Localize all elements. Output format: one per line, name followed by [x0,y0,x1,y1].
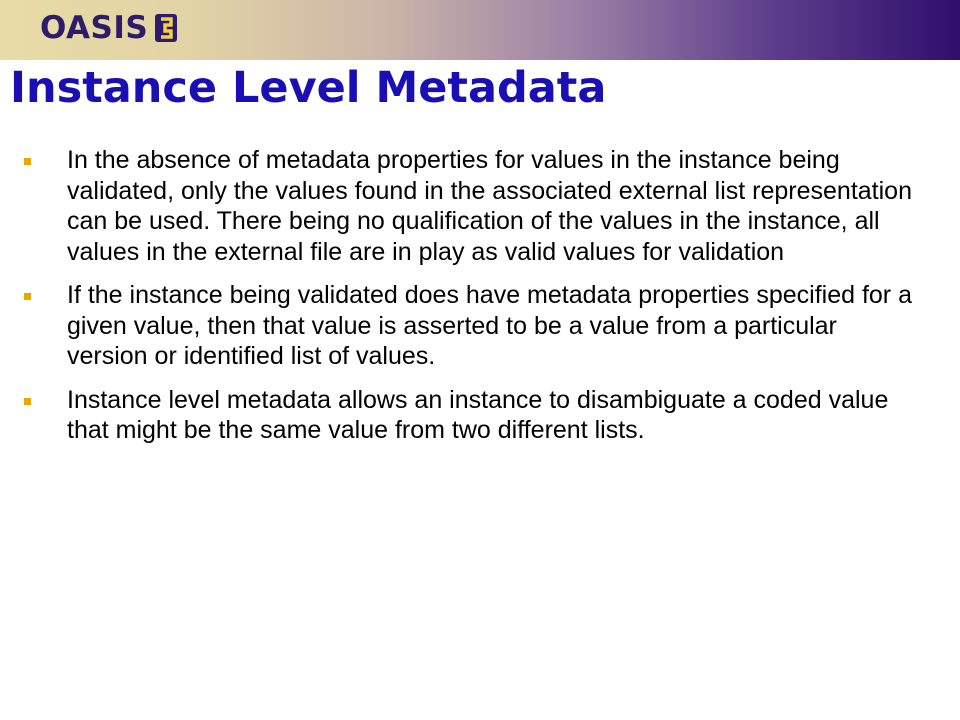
bullet-list [24,145,924,459]
bullet-marker-icon [24,398,31,405]
page-title: Instance Level Metadata [10,63,607,113]
logo-text: OASIS [40,10,149,46]
oasis-logo [40,8,178,48]
bullet-text: If the instance being validated does have metadata properties specified for a given value, then that value is asserted to be a value from a particular version or identified list of values. [67,281,912,370]
oasis-mark-icon [154,13,178,43]
bullet-text: Instance level metadata allows an instance to disambiguate a coded value that might be the same value from two different lists. [67,385,889,444]
bullet-marker-icon [24,293,31,300]
list-item [24,145,924,267]
list-item [24,385,924,446]
list-item [24,280,924,372]
bullet-text: In the absence of metadata properties for values in the instance being validated, only the values found in the associated external list representation can be used. There being no qualification of the values in the instance, all values in the external file are in play as valid values for validation [67,146,912,266]
header-band [0,0,960,60]
bullet-marker-icon [24,158,31,165]
